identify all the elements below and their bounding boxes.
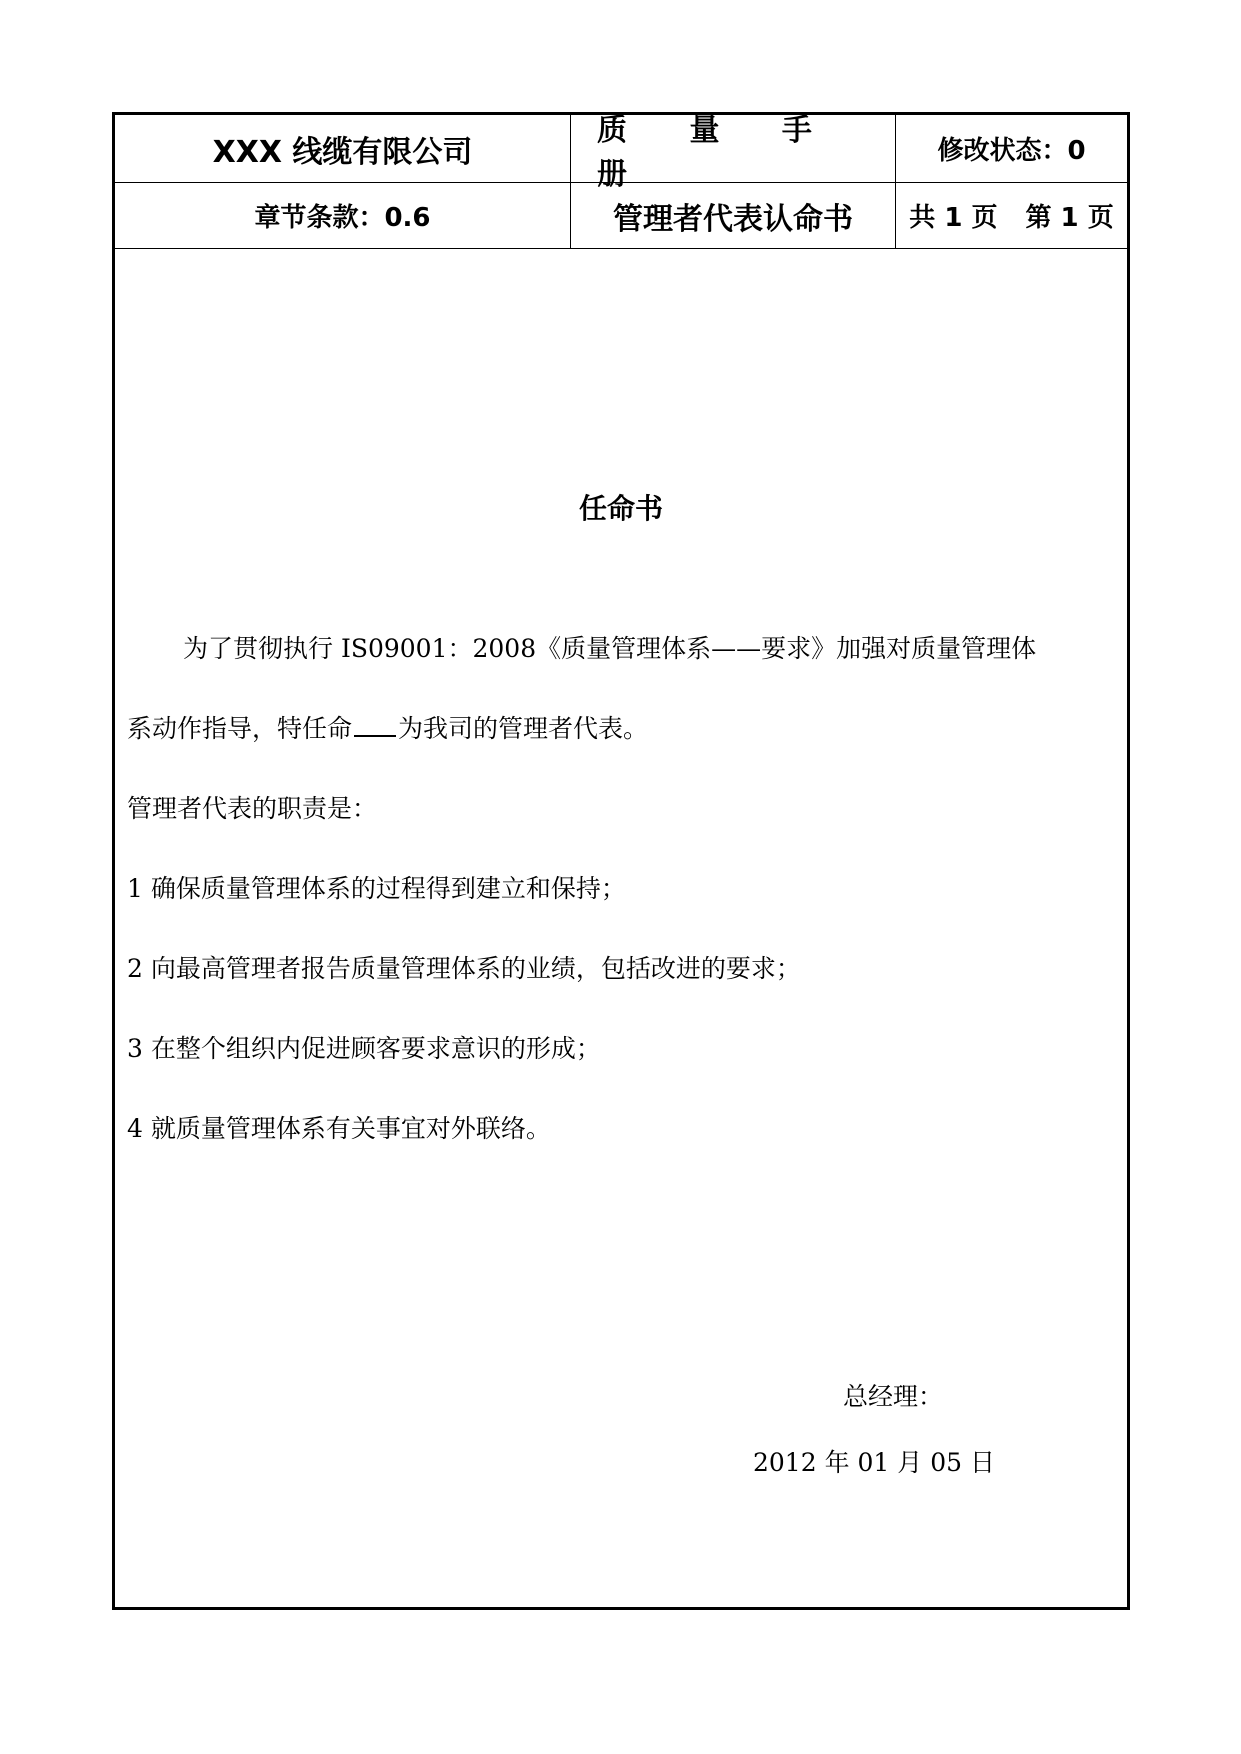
intro-line-2-after: 为我司的管理者代表。 (398, 714, 649, 743)
company-name: XXX 线缆有限公司 (115, 115, 571, 182)
duty-item-3: 3 在整个组织内促进顾客要求意识的形成； (127, 1034, 601, 1063)
header-row-1 (115, 112, 1127, 192)
intro-line-2-before: 系动作指导，特任命 (127, 714, 353, 743)
page-current: 第 1 页 (1025, 203, 1114, 233)
duty-item-1: 1 确保质量管理体系的过程得到建立和保持； (127, 874, 626, 903)
appointee-blank (354, 717, 396, 737)
duty-item-4: 4 就质量管理体系有关事宜对外联络。 (127, 1114, 551, 1143)
signer-label: 总经理： (843, 1382, 944, 1411)
header-row-2 (115, 183, 1127, 249)
duties-heading: 管理者代表的职责是： (127, 794, 378, 823)
page-count (896, 183, 1127, 248)
document-frame (112, 112, 1130, 1610)
pages-total: 共 1 页 (909, 203, 998, 233)
signature-date: 2012 年 01 月 05 日 (753, 1448, 995, 1477)
intro-line-1: 为了贯彻执行 IS09001：2008《质量管理体系——要求》加强对质量管理体 (183, 634, 1037, 663)
revision-status: 修改状态：0 (937, 136, 1086, 166)
duty-item-2: 2 向最高管理者报告质量管理体系的业绩，包括改进的要求； (127, 954, 801, 983)
clause-number: 章节条款：0.6 (115, 183, 571, 248)
appointment-title: 任命书 (578, 492, 663, 525)
document-title: 管理者代表认命书 (571, 183, 896, 248)
intro-line-2 (127, 709, 648, 745)
manual-title: 质 量 手 册 (571, 115, 896, 182)
